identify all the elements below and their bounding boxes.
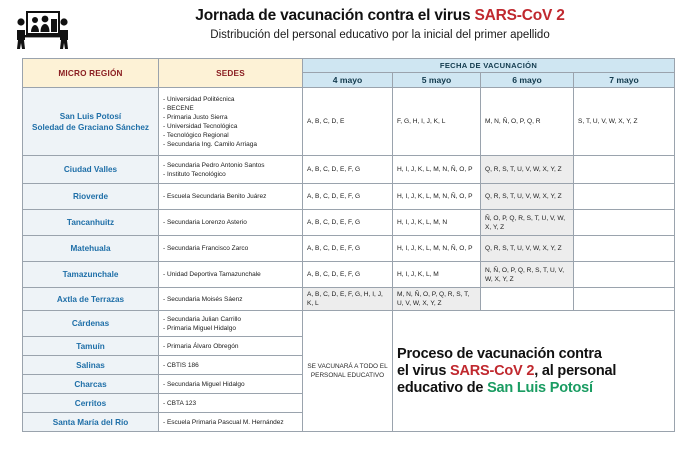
cell-region: Santa María del Río [23, 413, 159, 432]
cell-region: Charcas [23, 375, 159, 394]
table-row [23, 262, 675, 288]
cell-sedes: - Secundaria Lorenzo Asterio [159, 210, 303, 236]
cell-sedes: - Secundaria Julian Carrillo - Primaria Miguel Hidalgo [159, 311, 303, 337]
cell-letters-6mayo: N, Ñ, O, P, Q, R, S, T, U, V, W, X, Y, Z [481, 262, 574, 288]
promo-line2-red: SARS-CoV 2 [450, 362, 535, 379]
cell-letters-5mayo: H, I, J, K, L, M, N [393, 210, 481, 236]
cell-region: Tancanhuitz [23, 210, 159, 236]
col-header-fecha-group: FECHA DE VACUNACIÓN [303, 59, 675, 73]
promo-line3-a: educativo de [397, 379, 488, 396]
cell-sedes: - Secundaria Pedro Antonio Santos - Instituto Tecnológico [159, 156, 303, 184]
poster-header [0, 4, 696, 56]
cell-letters-7mayo [574, 210, 675, 236]
cell-letters-4mayo: A, B, C, D, E, F, G [303, 236, 393, 262]
cell-letters-5mayo: H, I, J, K, L, M [393, 262, 481, 288]
cell-letters-6mayo: M, N, Ñ, O, P, Q, R [481, 88, 574, 156]
cell-letters-6mayo: Q, R, S, T, U, V, W, X, Y, Z [481, 156, 574, 184]
cell-letters-7mayo [574, 236, 675, 262]
table-row [23, 236, 675, 262]
promo-line1-a: Proceso de vacunación [397, 345, 559, 362]
cell-letters-7mayo: S, T, U, V, W, X, Y, Z [574, 88, 675, 156]
cell-letters-4mayo: A, B, C, D, E, F, G [303, 184, 393, 210]
table-row [23, 184, 675, 210]
cell-letters-4mayo: A, B, C, D, E, F, G, H, I, J, K, L [303, 288, 393, 311]
cell-letters-5mayo: H, I, J, K, L, M, N, Ñ, O, P [393, 236, 481, 262]
cell-letters-4mayo: A, B, C, D, E, F, G [303, 210, 393, 236]
cell-sedes: - Escuela Primaria Pascual M. Hernández [159, 413, 303, 432]
col-header-date-7mayo: 7 mayo [574, 73, 675, 88]
cell-letters-7mayo [574, 156, 675, 184]
cell-letters-5mayo: H, I, J, K, L, M, N, Ñ, O, P [393, 156, 481, 184]
cell-region: Axtla de Terrazas [23, 288, 159, 311]
cell-region: Ciudad Valles [23, 156, 159, 184]
table-row [23, 156, 675, 184]
table-row [23, 88, 675, 156]
cell-letters-6mayo [481, 288, 574, 311]
page-subtitle: Distribución del personal educativo por la inicial del primer apellido [210, 29, 550, 41]
cell-sedes: - Primaria Álvaro Obregón [159, 337, 303, 356]
cell-letters-7mayo [574, 288, 675, 311]
promo-text [397, 346, 670, 397]
cell-sedes: - Escuela Secundaria Benito Juárez [159, 184, 303, 210]
page-title [78, 6, 682, 26]
cell-letters-7mayo [574, 262, 675, 288]
table-header-row-1 [23, 59, 675, 73]
col-header-date-4mayo: 4 mayo [303, 73, 393, 88]
cell-sedes: - Secundaria Moisés Sáenz [159, 288, 303, 311]
cell-region: Cárdenas [23, 311, 159, 337]
cell-region: Tamazunchale [23, 262, 159, 288]
cell-region: Matehuala [23, 236, 159, 262]
cell-letters-4mayo: A, B, C, D, E [303, 88, 393, 156]
cell-letters-6mayo: Q, R, S, T, U, V, W, X, Y, Z [481, 184, 574, 210]
all-personnel-note: SE VACUNARÁ A TODO EL PERSONAL EDUCATIVO [303, 311, 393, 432]
cell-letters-4mayo: A, B, C, D, E, F, G [303, 156, 393, 184]
promo-line3-green: San Luis Potosí [487, 379, 593, 396]
cell-region: Cerritos [23, 394, 159, 413]
cell-sedes: - CBTA 123 [159, 394, 303, 413]
title-block [78, 6, 682, 43]
col-header-micro-region: MICRO REGIÓN [23, 59, 159, 88]
cell-sedes: - CBTIS 186 [159, 356, 303, 375]
cell-letters-5mayo: H, I, J, K, L, M, N, Ñ, O, P [393, 184, 481, 210]
cell-letters-4mayo: A, B, C, D, E, F, G [303, 262, 393, 288]
table-row [23, 311, 675, 337]
table-row [23, 210, 675, 236]
promo-line1-b: contra [558, 345, 602, 362]
cell-sedes: - Unidad Deportiva Tamazunchale [159, 262, 303, 288]
title-text-accent: SARS-CoV 2 [474, 7, 565, 24]
promo-block [393, 311, 675, 432]
cell-letters-7mayo [574, 184, 675, 210]
table-row [23, 288, 675, 311]
cell-letters-6mayo: Q, R, S, T, U, V, W, X, Y, Z [481, 236, 574, 262]
cell-sedes: - Universidad Politécnica - BECENE - Primaria Justo Sierra - Universidad Tecnológica - Tecnológico Regional - Secundaria Ing. Camilo Arriaga [159, 88, 303, 156]
cell-letters-5mayo: F, G, H, I, J, K, L [393, 88, 481, 156]
promo-line2-b: , al personal [534, 362, 617, 379]
cell-letters-6mayo: Ñ, O, P, Q, R, S, T, U, V, W, X, Y, Z [481, 210, 574, 236]
col-header-sedes: SEDES [159, 59, 303, 88]
cell-letters-5mayo: M, N, Ñ, O, P, Q, R, S, T, U, V, W, X, Y, Z [393, 288, 481, 311]
cell-region: Tamuín [23, 337, 159, 356]
cell-sedes: - Secundaria Miguel Hidalgo [159, 375, 303, 394]
vaccination-schedule-table [22, 58, 675, 432]
cell-sedes: - Secundaria Francisco Zarco [159, 236, 303, 262]
promo-line2-a: el virus [397, 362, 451, 379]
title-text-main: Jornada de vacunación contra el virus [195, 7, 475, 24]
cell-region: San Luis Potosí Soledad de Graciano Sánchez [23, 88, 159, 156]
col-header-date-6mayo: 6 mayo [481, 73, 574, 88]
education-people-logo-icon [14, 10, 72, 50]
cell-region: Salinas [23, 356, 159, 375]
cell-region: Rioverde [23, 184, 159, 210]
col-header-date-5mayo: 5 mayo [393, 73, 481, 88]
